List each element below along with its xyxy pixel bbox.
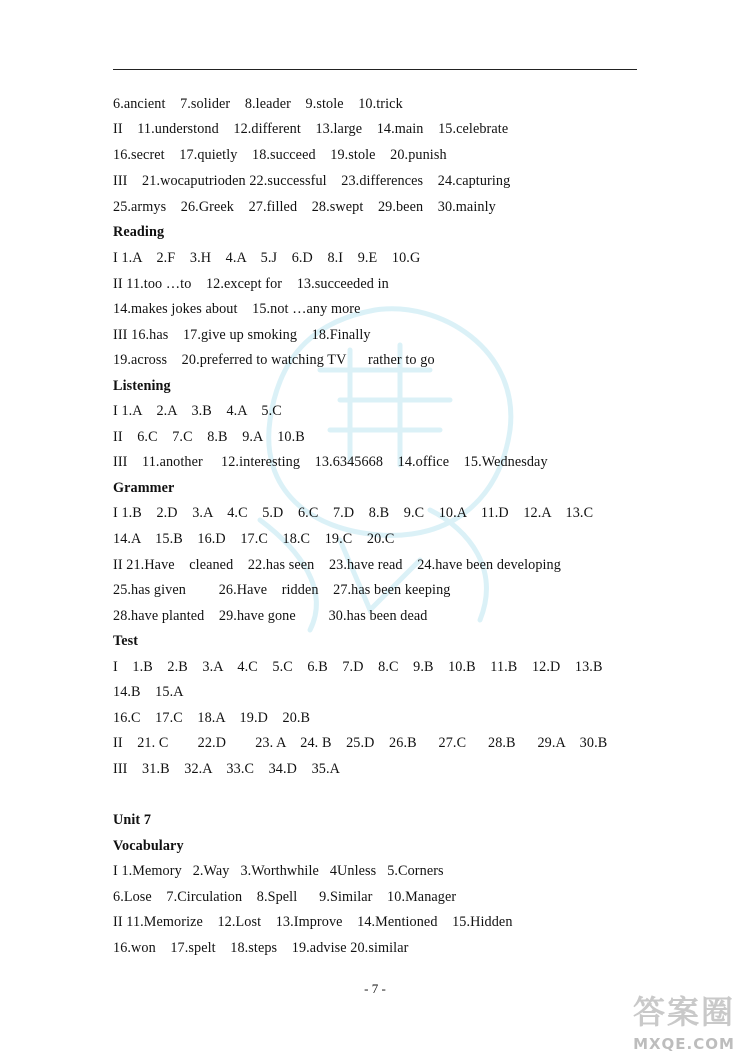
- answer-line: 6.Lose 7.Circulation 8.Spell 9.Similar 10.Manager: [113, 889, 457, 905]
- answer-line: I 1.A 2.A 3.B 4.A 5.C: [113, 403, 282, 419]
- answer-line: 19.across 20.preferred to watching TV rather to go: [113, 352, 435, 368]
- answer-line: II 11.understond 12.different 13.large 14.main 15.celebrate: [113, 121, 509, 137]
- answer-line: 25.armys 26.Greek 27.filled 28.swept 29.been 30.mainly: [113, 199, 496, 215]
- answer-line: II 21. C 22.D 23. A 24. B 25.D 26.B 27.C 28.B 29.A 30.B: [113, 735, 608, 751]
- section-heading: Vocabulary: [113, 838, 184, 854]
- section-heading: Listening: [113, 378, 171, 394]
- answer-line: 16.secret 17.quietly 18.succeed 19.stole 20.punish: [113, 147, 447, 163]
- answer-line: 25.has given 26.Have ridden 27.has been keeping: [113, 582, 451, 598]
- section-heading: Unit 7: [113, 812, 152, 828]
- answer-line: I 1.A 2.F 3.H 4.A 5.J 6.D 8.I 9.E 10.G: [113, 250, 421, 266]
- answer-line: 16.won 17.spelt 18.steps 19.advise 20.similar: [113, 940, 409, 956]
- answer-line: III 11.another 12.interesting 13.6345668 14.office 15.Wednesday: [113, 454, 548, 470]
- answer-line: 6.ancient 7.solider 8.leader 9.stole 10.trick: [113, 96, 403, 112]
- answer-line: 14.makes jokes about 15.not …any more: [113, 301, 361, 317]
- watermark-logo: [618, 990, 750, 1061]
- page-number: - 7 -: [364, 981, 386, 996]
- section-heading: Grammer: [113, 480, 175, 496]
- watermark-logo-mark: 答案圈: [632, 993, 735, 1031]
- answer-line: II 11.Memorize 12.Lost 13.Improve 14.Mentioned 15.Hidden: [113, 914, 513, 930]
- answer-line: III 31.B 32.A 33.C 34.D 35.A: [113, 761, 340, 777]
- section-heading: Reading: [113, 224, 165, 240]
- answer-line: 28.have planted 29.have gone 30.has been dead: [113, 608, 428, 624]
- answer-line: 14.A 15.B 16.D 17.C 18.C 19.C 20.C: [113, 531, 395, 547]
- answer-line: II 21.Have cleaned 22.has seen 23.have read 24.have been developing: [113, 557, 561, 573]
- answer-line: III 16.has 17.give up smoking 18.Finally: [113, 327, 371, 343]
- answer-line: I 1.B 2.B 3.A 4.C 5.C 6.B 7.D 8.C 9.B 10.B 11.B 12.D 13.B: [113, 659, 603, 675]
- answer-line: II 6.C 7.C 8.B 9.A 10.B: [113, 429, 305, 445]
- header-rule: [113, 69, 637, 70]
- watermark-site: MXQE.COM: [633, 1035, 735, 1053]
- answer-line: I 1.B 2.D 3.A 4.C 5.D 6.C 7.D 8.B 9.C 10.A 11.D 12.A 13.C: [113, 505, 594, 521]
- answer-line: 16.C 17.C 18.A 19.D 20.B: [113, 710, 311, 726]
- section-heading: Test: [113, 633, 139, 649]
- answer-line: III 21.wocaputrioden 22.successful 23.differences 24.capturing: [113, 173, 511, 189]
- answer-line: II 11.too …to 12.except for 13.succeeded in: [113, 276, 389, 292]
- answer-line: I 1.Memory 2.Way 3.Worthwhile 4Unless 5.Corners: [113, 863, 444, 879]
- answer-line: 14.B 15.A: [113, 684, 184, 700]
